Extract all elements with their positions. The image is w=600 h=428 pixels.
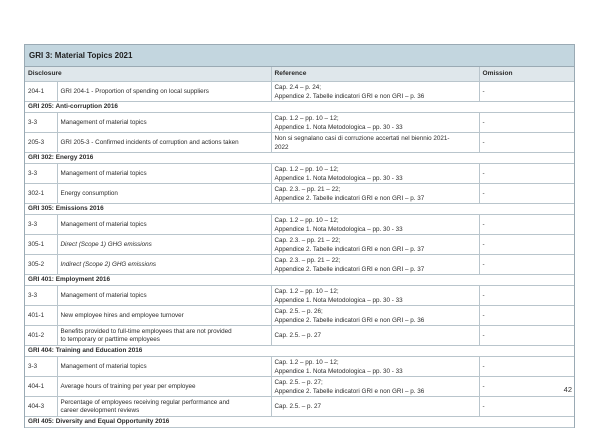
reference-cell — [271, 235, 479, 255]
omission-cell: - — [479, 164, 574, 184]
reference-line-2: Appendice 1. Nota Metodologica – pp. 30 - 33 — [274, 296, 403, 304]
reference-cell — [271, 326, 479, 346]
description-line-1: Direct (Scope 1) GHG emissions — [60, 240, 152, 248]
reference-line-2: Appendice 2. Tabelle indicatori GRI e non GRI – p. 36 — [274, 316, 425, 324]
disclosure-description — [57, 184, 271, 204]
disclosure-code: 3-3 — [25, 113, 57, 133]
omission-cell: - — [479, 357, 574, 377]
disclosure-code: 305-2 — [25, 255, 57, 275]
omission-cell: - — [479, 286, 574, 306]
table-row — [25, 357, 574, 377]
disclosure-description — [57, 113, 271, 133]
section-header-row — [25, 102, 574, 113]
reference-line-2: Appendice 2. Tabelle indicatori GRI e non GRI – p. 36 — [274, 387, 425, 395]
table-row — [25, 306, 574, 326]
table-row — [25, 133, 574, 153]
disclosure-description — [57, 133, 271, 153]
reference-cell — [271, 133, 479, 153]
omission-cell: - — [479, 215, 574, 235]
disclosure-code: 204-1 — [25, 82, 57, 102]
gri-table-container — [24, 44, 575, 428]
reference-cell — [271, 306, 479, 326]
disclosure-code: 401-1 — [25, 306, 57, 326]
disclosure-description — [57, 215, 271, 235]
disclosure-description — [57, 286, 271, 306]
section-header-row — [25, 153, 574, 164]
disclosure-code: 3-3 — [25, 215, 57, 235]
section-header-row — [25, 275, 574, 286]
disclosure-description — [57, 164, 271, 184]
table-row — [25, 82, 574, 102]
disclosure-description — [57, 306, 271, 326]
reference-cell — [271, 286, 479, 306]
table-row — [25, 397, 574, 417]
header-disclosure: Disclosure — [25, 67, 271, 82]
description-line-1: Average hours of training per year per employee — [60, 382, 196, 390]
disclosure-code: 401-2 — [25, 326, 57, 346]
reference-cell — [271, 164, 479, 184]
table-row — [25, 113, 574, 133]
disclosure-code: 305-1 — [25, 235, 57, 255]
omission-cell: - — [479, 235, 574, 255]
section-label: GRI 302: Energy 2016 — [25, 153, 574, 164]
disclosure-code: 404-3 — [25, 397, 57, 417]
description-line-1: New employee hires and employee turnover — [60, 311, 184, 319]
omission-cell: - — [479, 184, 574, 204]
reference-line-1: Cap. 2.5. – p. 27; — [274, 378, 323, 386]
omission-cell: - — [479, 255, 574, 275]
table-header-row — [25, 67, 574, 82]
description-line-1: Benefits provided to full-time employees that are not provided — [60, 327, 232, 335]
reference-line-1: Cap. 2.5. – p. 26; — [274, 307, 323, 315]
table-row — [25, 184, 574, 204]
disclosure-description — [57, 357, 271, 377]
description-line-1: GRI 204-1 - Proportion of spending on local suppliers — [60, 87, 209, 95]
section-label: GRI 404: Training and Education 2016 — [25, 346, 574, 357]
omission-cell: - — [479, 397, 574, 417]
reference-line-1: Cap. 2.3. – pp. 21 – 22; — [274, 185, 341, 193]
reference-line-2: Appendice 2. Tabelle indicatori GRI e non GRI – p. 37 — [274, 245, 425, 253]
table-row — [25, 286, 574, 306]
table-row — [25, 377, 574, 397]
disclosure-description — [57, 377, 271, 397]
reference-line-2: Appendice 1. Nota Metodologica – pp. 30 - 33 — [274, 225, 403, 233]
disclosure-description — [57, 235, 271, 255]
reference-cell — [271, 82, 479, 102]
description-line-1: Management of material topics — [60, 118, 147, 126]
disclosure-code: 205-3 — [25, 133, 57, 153]
section-label: GRI 205: Anti-corruption 2016 — [25, 102, 574, 113]
disclosure-code: 3-3 — [25, 286, 57, 306]
disclosure-description — [57, 255, 271, 275]
description-line-1: Management of material topics — [60, 169, 147, 177]
description-line-1: Management of material topics — [60, 291, 147, 299]
disclosure-code: 404-1 — [25, 377, 57, 397]
section-header-row — [25, 417, 574, 428]
disclosure-description — [57, 397, 271, 417]
disclosure-code: 3-3 — [25, 164, 57, 184]
reference-line-1: Cap. 2.4 – p. 24; — [274, 83, 322, 91]
reference-line-1: Cap. 2.5. – p. 27 — [274, 332, 322, 339]
reference-cell — [271, 184, 479, 204]
omission-cell: - — [479, 133, 574, 153]
reference-cell — [271, 215, 479, 235]
disclosure-description — [57, 326, 271, 346]
reference-line-2: Appendice 1. Nota Metodologica – pp. 30 - 33 — [274, 174, 403, 182]
description-line-1: GRI 205-3 - Confirmed incidents of corruption and actions taken — [60, 138, 239, 146]
section-label: GRI 405: Diversity and Equal Opportunity 2016 — [25, 417, 574, 428]
disclosure-description — [57, 82, 271, 102]
reference-cell — [271, 377, 479, 397]
reference-line-1: Cap. 1.2 – pp. 10 – 12; — [274, 287, 339, 295]
table-title: GRI 3: Material Topics 2021 — [25, 45, 574, 67]
description-line-2: career development reviews — [60, 406, 140, 414]
section-header-row — [25, 204, 574, 215]
table-row — [25, 164, 574, 184]
section-label: GRI 401: Employment 2016 — [25, 275, 574, 286]
gri-content-table — [25, 67, 574, 428]
omission-cell: - — [479, 82, 574, 102]
page-number: 42 — [563, 385, 572, 394]
reference-line-1: Cap. 2.5. – p. 27 — [274, 403, 322, 410]
reference-line-1: Cap. 1.2 – pp. 10 – 12; — [274, 114, 339, 122]
table-row — [25, 235, 574, 255]
reference-line-1: Cap. 1.2 – pp. 10 – 12; — [274, 165, 339, 173]
section-label: GRI 305: Emissions 2016 — [25, 204, 574, 215]
reference-line-2: Appendice 1. Nota Metodologica – pp. 30 - 33 — [274, 123, 403, 131]
reference-cell — [271, 255, 479, 275]
description-line-1: Percentage of employees receiving regular performance and — [60, 398, 230, 406]
reference-line-2: Appendice 2. Tabelle indicatori GRI e non GRI – p. 36 — [274, 92, 425, 100]
header-reference: Reference — [271, 67, 479, 82]
reference-line-1: Cap. 1.2 – pp. 10 – 12; — [274, 358, 339, 366]
reference-line-2: Appendice 1. Nota Metodologica – pp. 30 - 33 — [274, 367, 403, 375]
reference-cell — [271, 397, 479, 417]
omission-cell: - — [479, 306, 574, 326]
description-line-1: Management of material topics — [60, 362, 147, 370]
reference-cell — [271, 357, 479, 377]
description-line-2: to temporary or parttime employees — [60, 335, 160, 343]
omission-cell: - — [479, 377, 574, 397]
reference-line-2: Appendice 2. Tabelle indicatori GRI e non GRI – p. 37 — [274, 194, 425, 202]
omission-cell: - — [479, 113, 574, 133]
header-omission: Omission — [479, 67, 574, 82]
omission-cell: - — [479, 326, 574, 346]
reference-line-1: Cap. 1.2 – pp. 10 – 12; — [274, 216, 339, 224]
table-row — [25, 215, 574, 235]
reference-line-1: Cap. 2.3. – pp. 21 – 22; — [274, 256, 341, 264]
reference-line-2: Appendice 2. Tabelle indicatori GRI e non GRI – p. 37 — [274, 265, 425, 273]
disclosure-code: 3-3 — [25, 357, 57, 377]
section-header-row — [25, 346, 574, 357]
reference-cell — [271, 113, 479, 133]
disclosure-code: 302-1 — [25, 184, 57, 204]
reference-line-1: Cap. 2.3. – pp. 21 – 22; — [274, 236, 341, 244]
reference-line-1: Non si segnalano casi di corruzione accertati nel biennio 2021- — [274, 134, 450, 142]
table-row — [25, 326, 574, 346]
table-row — [25, 255, 574, 275]
description-line-1: Energy consumption — [60, 189, 118, 197]
description-line-1: Management of material topics — [60, 220, 147, 228]
reference-line-2: 2022 — [274, 143, 289, 151]
description-line-1: Indirect (Scope 2) GHG emissions — [60, 260, 157, 268]
